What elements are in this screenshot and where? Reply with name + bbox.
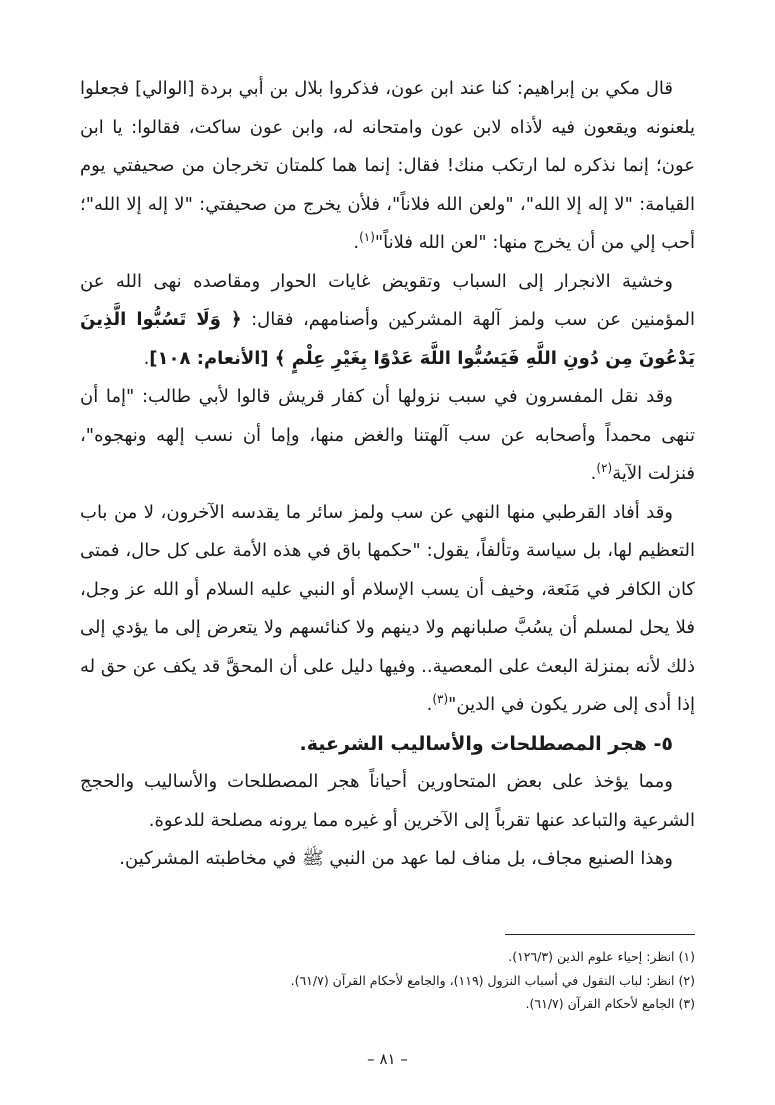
paragraph-2-text: وخشية الانجرار إلى السباب وتقويض غايات الحوار ومقاصده نهى الله عن المؤمنين عن سب ولمز آلهة المشركين وأصنامهم، فقال:: [80, 270, 695, 330]
paragraph-5: ومما يؤخذ على بعض المتحاورين أحياناً هجر المصطلحات والأساليب والحجج الشرعية والتباعد عنها تقرباً إلى الآخرين أو غيره مما يرونه مصلحة للدعوة.: [80, 771, 695, 831]
paragraph-1-end: .: [353, 232, 360, 253]
paragraph-6: وهذا الصنيع مجاف، بل مناف لما عهد من النبي ﷺ في مخاطبته المشركين.: [119, 848, 673, 869]
paragraph-4-text: وقد أفاد القرطبي منها النهي عن سب ولمز سائر ما يقدسه الآخرون، لا من باب التعظيم لها، بل سياسة وتألفاً، يقول: "حكمها باق في هذه الأمة على كل حال، فمتى كان الكافر في مَنَعة، وخيف أن يسب الإسلام أو النبي عليه السلام أو الله عز وجل، فلا يحل لمسلم أن يسُبَّ صلبانهم ولا دينهم ولا كنائسهم ولا يتعرض إلى ما يؤدي إلى ذلك لأنه بمنزلة البعث على المعصية.. وفيها دليل على أن المحقَّ قد يكف عن حق له إذا أدى إلى ضرر يكون في الدين": [80, 501, 695, 715]
footnote-3: (٣) الجامع لأحكام القرآن (٦١/٧).: [525, 996, 695, 1011]
paragraph-3-end: .: [590, 463, 597, 484]
section-heading: ٥- هجر المصطلحات والأساليب الشرعية.: [299, 732, 673, 755]
footnote-2: (٢) انظر: لباب النقول في أسباب النزول (١١٩)، والجامع لأحكام القرآن (٦١/٧).: [290, 972, 695, 988]
page-number: – ٨١ –: [367, 1050, 408, 1068]
paragraph-2: [80, 263, 695, 379]
paragraph-3: [80, 378, 695, 494]
page-body: [80, 70, 695, 879]
footnotes: [80, 945, 695, 1016]
paragraph-4-end: .: [426, 694, 433, 715]
footnote-ref-3: (٣): [432, 692, 449, 706]
footnote-ref-2: (٢): [596, 461, 613, 475]
paragraph-4: [80, 494, 695, 725]
quran-verse: ﴿ وَلَا تَسُبُّوا الَّذِينَ يَدْعُونَ مِن دُونِ اللَّهِ فَيَسُبُّوا اللَّهَ عَدْوًا بِغَيْرِ عِلْمٍ ﴾ [الأنعام: ١٠٨]: [80, 309, 695, 369]
footnote-ref-1: (١): [359, 230, 375, 244]
paragraph-3-text: وقد نقل المفسرون في سبب نزولها أن كفار قريش قالوا لأبي طالب: "إما أن تنهى محمداً وأصحابه عن سب آلهتنا والغض منها، وإما أن نسب إلهه ونهجوه"، فنزلت الآية: [80, 386, 695, 484]
footnote-1: (١) انظر: إحياء علوم الدين (١٢٦/٣).: [508, 949, 695, 964]
paragraph-1-text: قال مكي بن إبراهيم: كنا عند ابن عون، فذكروا بلال بن أبي بردة [الوالي] فجعلوا يلعنونه ويقعون فيه لأذاه لابن عون وامتحانه له، وابن عون ساكت، فقالوا: يا ابن عون؛ إنما نذكره لما ارتكب منك! فقال: إنما هما كلمتان تخرجان من صحيفتي يوم القيامة: "لا إله إلا الله"، "ولعن الله فلاناً"، فلأن يخرج من صحيفتي: "لا إله إلا الله"؛ أحب إلي من أن يخرج منها: "لعن الله فلاناً": [80, 78, 695, 253]
paragraph-1: [80, 70, 695, 263]
paragraph-2-end: .: [143, 347, 150, 369]
footnote-divider: [505, 934, 695, 935]
